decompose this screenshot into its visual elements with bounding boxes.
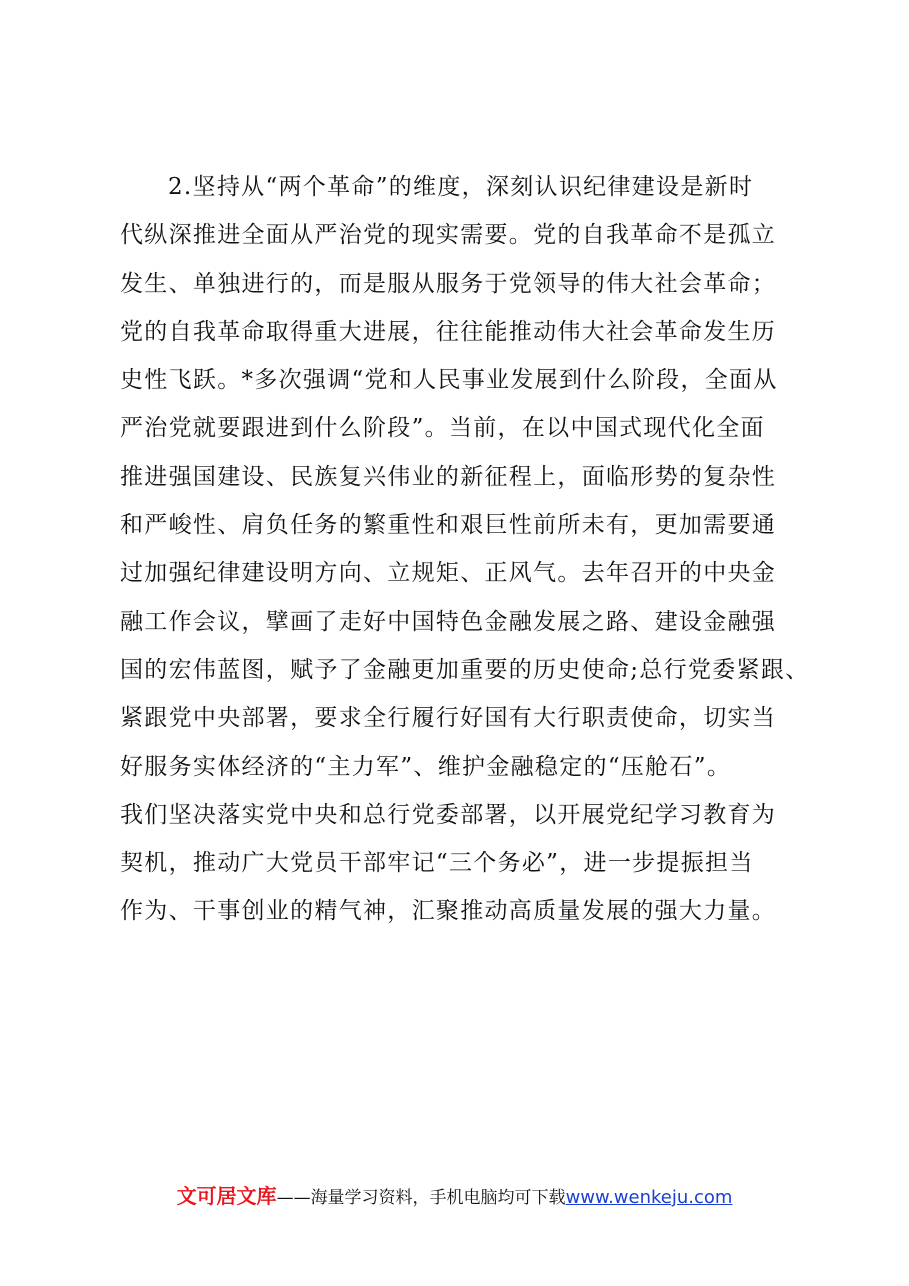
paragraph-line: 作为、干事创业的精气神，汇聚推动高质量发展的强大力量。 [120,898,777,925]
paragraph-line: 代纵深推进全面从严治党的现实需要。党的自我革命不是孤立 [120,222,777,249]
footer-tagline: ——海量学习资料，手机电脑均可下载 [276,1188,566,1208]
paragraph-line: 史性飞跃。*多次强调“党和人民事业发展到什么阶段，全面从 [120,367,778,394]
paragraph-line: 推进强国建设、民族复兴伟业的新征程上，面临形势的复杂性 [120,463,777,490]
brand-name: 文可居文库 [176,1184,277,1208]
paragraph-line: 国的宏伟蓝图，赋予了金融更加重要的历史使命;总行党委紧跟、 [120,656,810,683]
paragraph-line: 2.坚持从“两个革命”的维度，深刻认识纪律建设是新时 [168,174,754,200]
footer-banner [0,1180,909,1209]
paragraph-line: 过加强纪律建设明方向、立规矩、正风气。去年召开的中央金 [120,560,777,587]
document-body [120,163,810,936]
paragraph-line: 党的自我革命取得重大进展，往往能推动伟大社会革命发生历 [120,318,777,345]
paragraph-line: 严治党就要跟进到什么阶段”。当前，在以中国式现代化全面 [120,415,765,442]
paragraph-line: 发生、单独进行的，而是服从服务于党领导的伟大社会革命； [120,270,777,297]
website-link[interactable]: www.wenkeju.com [565,1187,733,1208]
paragraph-line: 好服务实体经济的“主力军”、维护金融稳定的“压舱石”。 [120,753,732,780]
paragraph-line: 和严峻性、肩负任务的繁重性和艰巨性前所未有，更加需要通 [120,512,777,539]
paragraph-line: 融工作会议，擘画了走好中国特色金融发展之路、建设金融强 [120,608,777,635]
paragraph-line: 紧跟党中央部署，要求全行履行好国有大行职责使命，切实当 [120,705,777,732]
paragraph-line: 我们坚决落实党中央和总行党委部署，以开展党纪学习教育为 [120,801,777,828]
paragraph-line: 契机，推动广大党员干部牢记“三个务必”，进一步提振担当 [120,850,754,877]
